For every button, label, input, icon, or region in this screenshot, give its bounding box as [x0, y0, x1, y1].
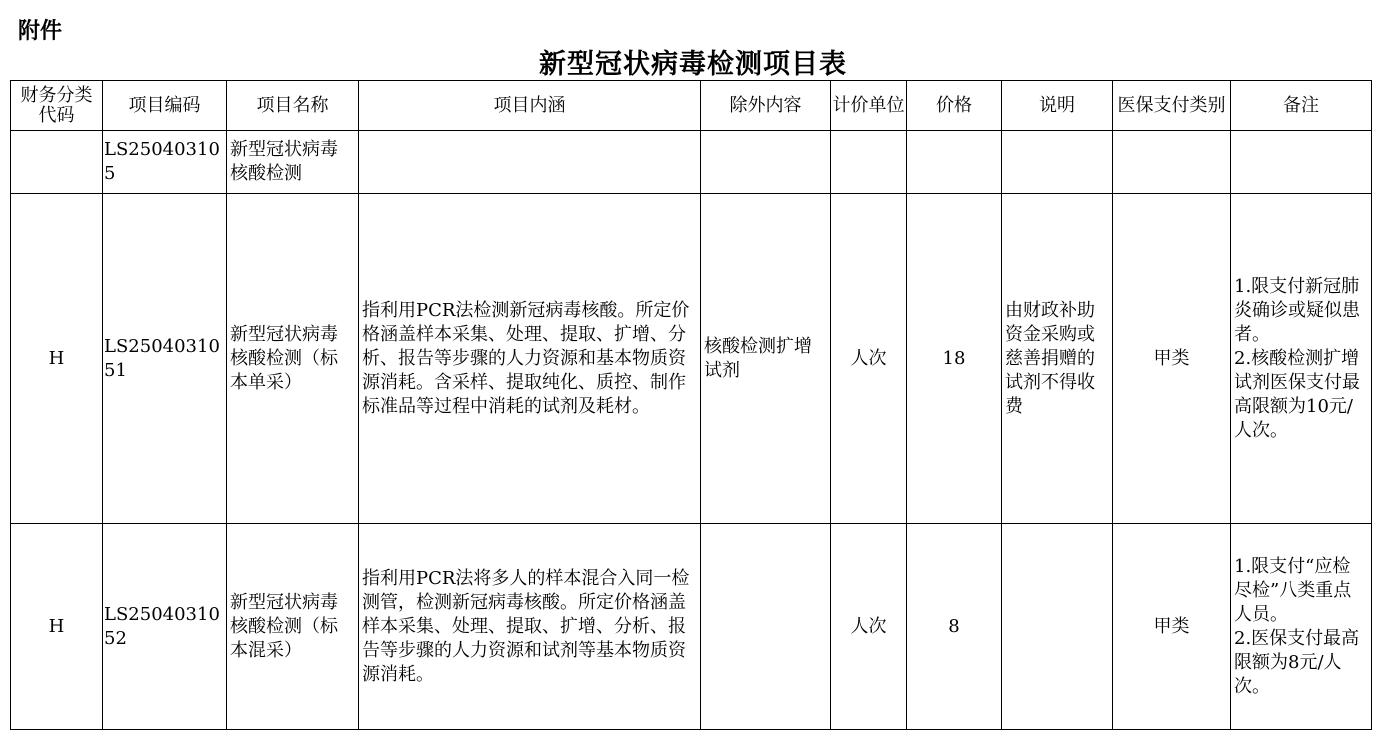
explanation-cell — [1002, 131, 1113, 194]
unit-cell: 人次 — [831, 194, 907, 524]
finance-code-cell: H — [11, 194, 103, 524]
col-header-price: 价格 — [907, 81, 1002, 131]
col-header-unit: 计价单位 — [831, 81, 907, 131]
remarks-cell — [1231, 131, 1372, 194]
finance-code-cell: H — [11, 524, 103, 730]
excluded-cell — [701, 524, 831, 730]
explanation-cell: 由财政补助资金采购或慈善捐赠的试剂不得收费 — [1002, 194, 1113, 524]
price-cell: 8 — [907, 524, 1002, 730]
unit-cell — [831, 131, 907, 194]
col-header-excluded: 除外内容 — [701, 81, 831, 131]
col-header-explanation: 说明 — [1002, 81, 1113, 131]
explanation-cell — [1002, 524, 1113, 730]
item-code-cell: LS2504031051 — [103, 194, 227, 524]
table-row — [11, 194, 1372, 524]
finance-code-cell — [11, 131, 103, 194]
insurance-category-cell — [1113, 131, 1231, 194]
document-title: 新型冠状病毒检测项目表 — [539, 49, 847, 80]
content-cell: 指利用PCR法将多人的样本混合入同一检测管，检测新冠病毒核酸。所定价格涵盖样本采集、处理、提取、扩增、分析、报告等步骤的人力资源和试剂等基本物质资源消耗。 — [359, 524, 701, 730]
content-cell — [359, 131, 701, 194]
price-cell — [907, 131, 1002, 194]
col-header-item-name: 项目名称 — [227, 81, 359, 131]
col-header-item-code: 项目编码 — [103, 81, 227, 131]
table-header-row — [11, 81, 1372, 131]
excluded-cell: 核酸检测扩增试剂 — [701, 194, 831, 524]
item-name-cell: 新型冠状病毒核酸检测 — [227, 131, 359, 194]
attachment-label: 附件 — [18, 19, 63, 44]
table-row — [11, 131, 1372, 194]
col-header-remarks: 备注 — [1231, 81, 1372, 131]
unit-cell: 人次 — [831, 524, 907, 730]
table-row — [11, 524, 1372, 730]
col-header-finance-code: 财务分类代码 — [11, 81, 103, 131]
item-code-cell: LS2504031052 — [103, 524, 227, 730]
detection-items-table — [10, 80, 1372, 730]
item-code-cell: LS250403105 — [103, 131, 227, 194]
content-cell: 指利用PCR法检测新冠病毒核酸。所定价格涵盖样本采集、处理、提取、扩增、分析、报告等步骤的人力资源和基本物质资源消耗。含采样、提取纯化、质控、制作标准品等过程中消耗的试剂及耗材。 — [359, 194, 701, 524]
remarks-cell: 1.限支付“应检尽检”八类重点人员。 2.医保支付最高限额为8元/人次。 — [1231, 524, 1372, 730]
insurance-category-cell: 甲类 — [1113, 524, 1231, 730]
item-name-cell: 新型冠状病毒核酸检测（标本单采） — [227, 194, 359, 524]
insurance-category-cell: 甲类 — [1113, 194, 1231, 524]
col-header-insurance-category: 医保支付类别 — [1113, 81, 1231, 131]
item-name-cell: 新型冠状病毒核酸检测（标本混采） — [227, 524, 359, 730]
price-cell: 18 — [907, 194, 1002, 524]
excluded-cell — [701, 131, 831, 194]
col-header-content: 项目内涵 — [359, 81, 701, 131]
remarks-cell: 1.限支付新冠肺炎确诊或疑似患者。 2.核酸检测扩增试剂医保支付最高限额为10元/人次。 — [1231, 194, 1372, 524]
